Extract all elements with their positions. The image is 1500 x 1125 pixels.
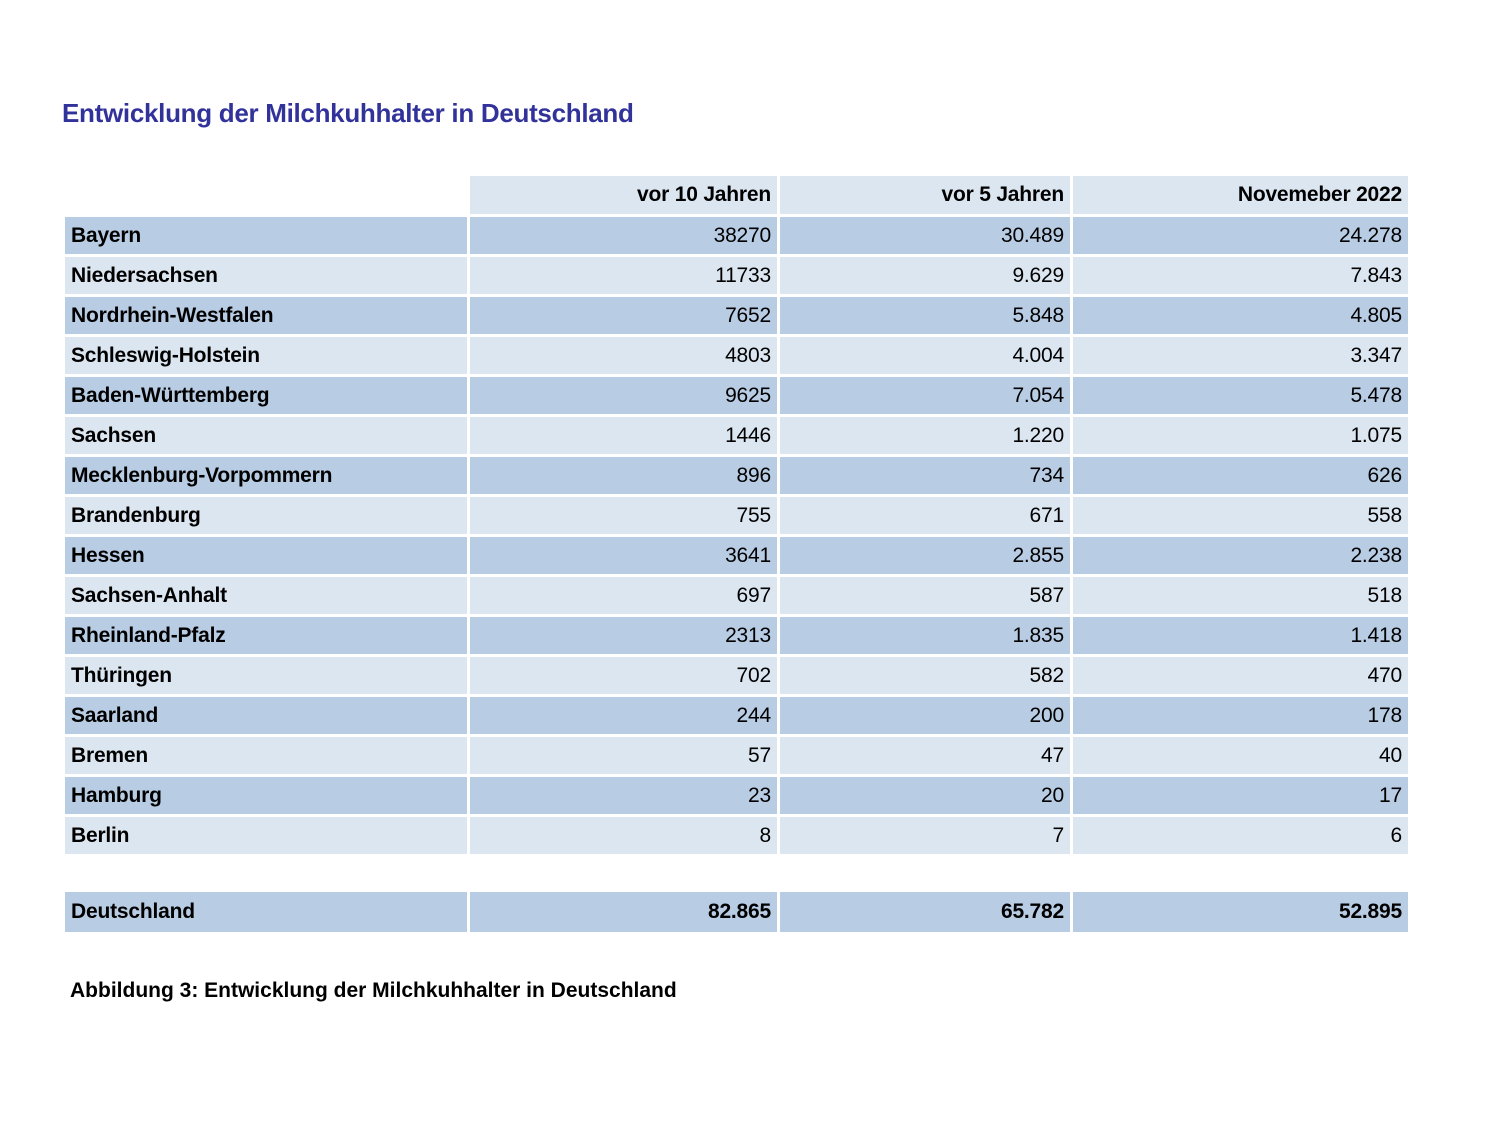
state-value-november-2022: 6 xyxy=(1073,817,1408,854)
state-value-vor-5-jahren: 734 xyxy=(780,457,1070,494)
state-row-label: Hamburg xyxy=(65,777,467,814)
state-value-vor-10-jahren: 702 xyxy=(470,657,777,694)
header-cell-november-2022: Novemeber 2022 xyxy=(1073,176,1408,214)
total-row-label: Deutschland xyxy=(65,892,467,932)
state-value-vor-10-jahren: 9625 xyxy=(470,377,777,414)
total-row-deutschland xyxy=(65,892,1408,932)
state-value-november-2022: 1.418 xyxy=(1073,617,1408,654)
header-cell-empty xyxy=(65,176,467,214)
state-row-label: Sachsen-Anhalt xyxy=(65,577,467,614)
total-value-vor-5-jahren: 65.782 xyxy=(780,892,1070,932)
state-value-vor-10-jahren: 38270 xyxy=(470,217,777,254)
figure-caption: Abbildung 3: Entwicklung der Milchkuhhalter in Deutschland xyxy=(70,979,677,1002)
state-row-label: Brandenburg xyxy=(65,497,467,534)
state-value-vor-10-jahren: 7652 xyxy=(470,297,777,334)
state-value-november-2022: 518 xyxy=(1073,577,1408,614)
state-value-vor-10-jahren: 1446 xyxy=(470,417,777,454)
state-row-label: Nordrhein-Westfalen xyxy=(65,297,467,334)
state-value-vor-5-jahren: 7 xyxy=(780,817,1070,854)
state-value-vor-10-jahren: 4803 xyxy=(470,337,777,374)
state-value-vor-5-jahren: 7.054 xyxy=(780,377,1070,414)
state-row-label: Berlin xyxy=(65,817,467,854)
state-value-vor-10-jahren: 57 xyxy=(470,737,777,774)
state-row-label: Sachsen xyxy=(65,417,467,454)
state-value-vor-5-jahren: 9.629 xyxy=(780,257,1070,294)
state-row-label: Schleswig-Holstein xyxy=(65,337,467,374)
state-value-november-2022: 7.843 xyxy=(1073,257,1408,294)
state-value-vor-5-jahren: 20 xyxy=(780,777,1070,814)
state-row-label: Saarland xyxy=(65,697,467,734)
state-row-label: Baden-Württemberg xyxy=(65,377,467,414)
state-value-vor-5-jahren: 671 xyxy=(780,497,1070,534)
state-value-november-2022: 558 xyxy=(1073,497,1408,534)
state-value-vor-5-jahren: 587 xyxy=(780,577,1070,614)
state-row-label: Hessen xyxy=(65,537,467,574)
state-value-vor-10-jahren: 11733 xyxy=(470,257,777,294)
state-value-vor-10-jahren: 2313 xyxy=(470,617,777,654)
state-row-label: Rheinland-Pfalz xyxy=(65,617,467,654)
state-value-vor-5-jahren: 47 xyxy=(780,737,1070,774)
header-cell-vor-10-jahren: vor 10 Jahren xyxy=(470,176,777,214)
state-value-vor-10-jahren: 896 xyxy=(470,457,777,494)
state-value-vor-10-jahren: 3641 xyxy=(470,537,777,574)
state-value-november-2022: 17 xyxy=(1073,777,1408,814)
state-value-vor-10-jahren: 23 xyxy=(470,777,777,814)
state-value-vor-5-jahren: 5.848 xyxy=(780,297,1070,334)
state-value-november-2022: 24.278 xyxy=(1073,217,1408,254)
state-value-vor-5-jahren: 2.855 xyxy=(780,537,1070,574)
state-value-vor-5-jahren: 30.489 xyxy=(780,217,1070,254)
state-value-november-2022: 470 xyxy=(1073,657,1408,694)
state-value-vor-10-jahren: 697 xyxy=(470,577,777,614)
state-row-label: Mecklenburg-Vorpommern xyxy=(65,457,467,494)
state-row-label: Bremen xyxy=(65,737,467,774)
state-value-november-2022: 178 xyxy=(1073,697,1408,734)
header-cell-vor-5-jahren: vor 5 Jahren xyxy=(780,176,1070,214)
state-value-vor-5-jahren: 1.220 xyxy=(780,417,1070,454)
state-value-november-2022: 4.805 xyxy=(1073,297,1408,334)
state-value-vor-5-jahren: 1.835 xyxy=(780,617,1070,654)
state-row-label: Bayern xyxy=(65,217,467,254)
state-value-vor-5-jahren: 4.004 xyxy=(780,337,1070,374)
state-value-november-2022: 626 xyxy=(1073,457,1408,494)
state-value-vor-5-jahren: 582 xyxy=(780,657,1070,694)
state-row-label: Thüringen xyxy=(65,657,467,694)
state-value-vor-5-jahren: 200 xyxy=(780,697,1070,734)
state-value-vor-10-jahren: 755 xyxy=(470,497,777,534)
state-value-vor-10-jahren: 244 xyxy=(470,697,777,734)
state-value-november-2022: 5.478 xyxy=(1073,377,1408,414)
state-row-label: Niedersachsen xyxy=(65,257,467,294)
state-value-november-2022: 2.238 xyxy=(1073,537,1408,574)
state-value-november-2022: 1.075 xyxy=(1073,417,1408,454)
total-value-vor-10-jahren: 82.865 xyxy=(470,892,777,932)
state-value-vor-10-jahren: 8 xyxy=(470,817,777,854)
state-value-november-2022: 40 xyxy=(1073,737,1408,774)
state-value-november-2022: 3.347 xyxy=(1073,337,1408,374)
total-value-november-2022: 52.895 xyxy=(1073,892,1408,932)
milk-cow-keepers-table xyxy=(65,176,1408,854)
page-title: Entwicklung der Milchkuhhalter in Deutschland xyxy=(62,98,634,128)
